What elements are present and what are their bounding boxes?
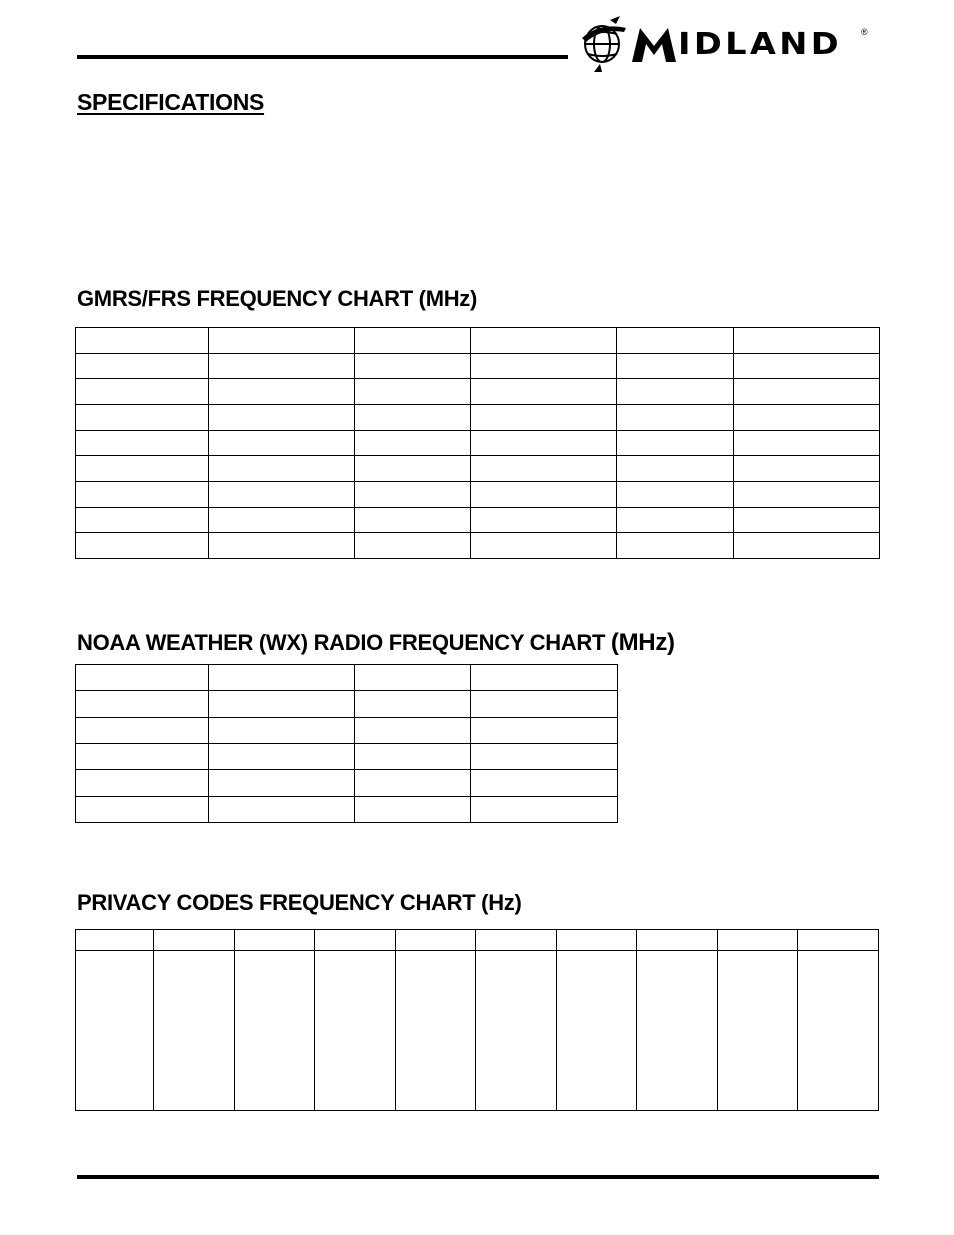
table-cell <box>209 691 355 717</box>
table-cell <box>76 404 209 430</box>
table-cell <box>355 404 471 430</box>
table-cell <box>734 328 880 354</box>
table-cell <box>209 770 355 796</box>
table-row <box>76 796 618 822</box>
table-cell <box>355 379 471 405</box>
table-cell <box>471 691 618 717</box>
table-cell <box>355 717 471 743</box>
table-cell <box>76 796 209 822</box>
table-cell <box>209 665 355 691</box>
table-row <box>76 328 880 354</box>
table-cell <box>235 951 315 1111</box>
table-cell <box>718 951 798 1111</box>
table-cell <box>471 353 617 379</box>
table-row <box>76 717 618 743</box>
table-cell <box>209 404 355 430</box>
table-row <box>76 379 880 405</box>
table-cell <box>734 507 880 533</box>
table-cell <box>617 404 734 430</box>
table-row <box>76 743 618 769</box>
midland-logo <box>580 14 880 76</box>
noaa-weather-chart-title <box>77 629 675 657</box>
gmrs-frs-chart-title <box>77 286 477 312</box>
table-cell <box>76 379 209 405</box>
table-cell <box>476 930 557 951</box>
table-cell <box>471 507 617 533</box>
table-cell <box>315 930 396 951</box>
noaa-title-text: NOAA WEATHER (WX) RADIO FREQUENCY CHART <box>77 630 611 655</box>
table-cell <box>76 951 154 1111</box>
table-cell <box>355 796 471 822</box>
page-title: SPECIFICATIONS <box>77 89 265 115</box>
table-cell <box>355 507 471 533</box>
privacy-codes-chart-title <box>77 890 522 916</box>
table-cell <box>355 691 471 717</box>
table-cell <box>734 404 880 430</box>
logo-m-letter <box>632 28 676 62</box>
table-cell <box>355 430 471 456</box>
table-cell <box>557 951 637 1111</box>
table-row <box>76 665 618 691</box>
table-cell <box>471 456 617 482</box>
table-cell <box>209 328 355 354</box>
table-cell <box>396 930 476 951</box>
table-cell <box>76 507 209 533</box>
table-cell <box>355 353 471 379</box>
gmrs-frs-frequency-table <box>75 327 880 559</box>
table-row <box>76 691 618 717</box>
table-cell <box>76 743 209 769</box>
table-cell <box>471 717 618 743</box>
table-cell <box>471 533 617 559</box>
globe-icon <box>580 14 632 76</box>
table-cell <box>734 481 880 507</box>
table-cell <box>471 430 617 456</box>
noaa-title-unit: (MHz) <box>610 629 675 656</box>
registered-mark: ® <box>861 27 868 37</box>
gmrs-frs-title-unit: (MHz) <box>418 286 478 311</box>
table-cell <box>209 717 355 743</box>
table-cell <box>209 353 355 379</box>
table-cell <box>315 951 396 1111</box>
table-cell <box>471 665 618 691</box>
privacy-title-unit: (Hz) <box>481 890 522 915</box>
table-cell <box>617 353 734 379</box>
table-cell <box>209 430 355 456</box>
table-cell <box>617 507 734 533</box>
table-cell <box>355 328 471 354</box>
table-cell <box>798 930 879 951</box>
table-cell <box>734 456 880 482</box>
table-cell <box>76 717 209 743</box>
table-row <box>76 533 880 559</box>
logo-wordmark: IDLAND <box>678 27 842 62</box>
table-cell <box>734 533 880 559</box>
table-row <box>76 456 880 482</box>
noaa-weather-frequency-table <box>75 664 618 823</box>
table-cell <box>718 930 798 951</box>
table-cell <box>76 481 209 507</box>
table-cell <box>235 930 315 951</box>
table-cell <box>617 533 734 559</box>
table-row <box>76 951 879 1111</box>
table-cell <box>209 456 355 482</box>
table-cell <box>471 743 618 769</box>
gmrs-frs-title-text: GMRS/FRS FREQUENCY CHART <box>77 286 419 311</box>
table-cell <box>617 430 734 456</box>
table-row <box>76 507 880 533</box>
table-cell <box>617 481 734 507</box>
table-cell <box>76 930 154 951</box>
table-cell <box>154 951 235 1111</box>
table-cell <box>471 481 617 507</box>
table-cell <box>76 328 209 354</box>
table-cell <box>209 481 355 507</box>
header-rule <box>77 55 568 59</box>
table-cell <box>76 353 209 379</box>
table-cell <box>617 379 734 405</box>
table-cell <box>617 456 734 482</box>
table-cell <box>734 353 880 379</box>
table-cell <box>355 743 471 769</box>
table-cell <box>76 665 209 691</box>
table-cell <box>355 481 471 507</box>
table-cell <box>76 456 209 482</box>
table-cell <box>396 951 476 1111</box>
table-cell <box>476 951 557 1111</box>
table-cell <box>471 379 617 405</box>
table-cell <box>471 328 617 354</box>
table-cell <box>471 796 618 822</box>
table-cell <box>76 770 209 796</box>
table-cell <box>76 533 209 559</box>
table-row <box>76 481 880 507</box>
table-cell <box>209 796 355 822</box>
table-row <box>76 353 880 379</box>
table-cell <box>154 930 235 951</box>
table-cell <box>209 507 355 533</box>
table-cell <box>734 430 880 456</box>
table-cell <box>355 456 471 482</box>
table-cell <box>209 379 355 405</box>
table-cell <box>355 665 471 691</box>
table-cell <box>76 430 209 456</box>
table-row <box>76 770 618 796</box>
table-cell <box>209 533 355 559</box>
table-cell <box>355 770 471 796</box>
privacy-codes-frequency-table <box>75 929 879 1111</box>
table-cell <box>76 691 209 717</box>
table-cell <box>798 951 879 1111</box>
table-header-row <box>76 930 879 951</box>
table-row <box>76 404 880 430</box>
table-cell <box>617 328 734 354</box>
table-cell <box>557 930 637 951</box>
table-cell <box>734 379 880 405</box>
footer-rule <box>77 1175 879 1179</box>
table-cell <box>355 533 471 559</box>
table-cell <box>471 770 618 796</box>
table-cell <box>637 930 718 951</box>
privacy-title-text: PRIVACY CODES FREQUENCY CHART <box>77 890 482 915</box>
table-cell <box>637 951 718 1111</box>
table-cell <box>209 743 355 769</box>
table-row <box>76 430 880 456</box>
table-cell <box>471 404 617 430</box>
